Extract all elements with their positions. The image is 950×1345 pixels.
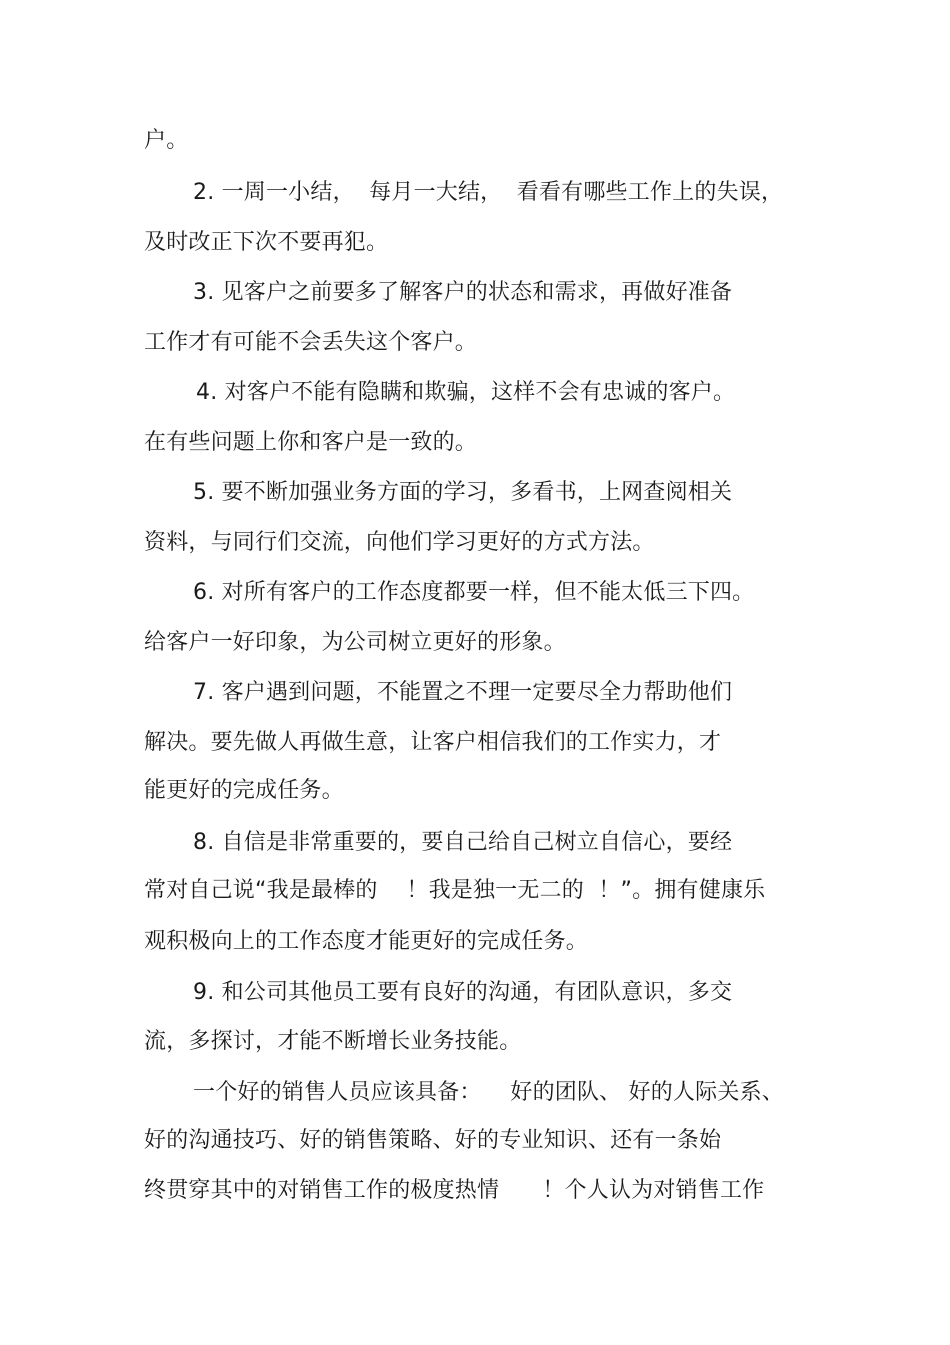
text-line: 工作才有可能不会丢失这个客户。 bbox=[144, 330, 478, 355]
list-item-4-line: 4. 对客户不能有隐瞒和欺骗，这样不会有忠诚的客户。 bbox=[196, 380, 736, 405]
text-line: 资料，与同行们交流，向他们学习更好的方式方法。 bbox=[144, 530, 655, 555]
list-item-9-line: 9. 和公司其他员工要有良好的沟通，有团队意识，多交 bbox=[193, 980, 733, 1005]
paragraph-start-line: 一个好的销售人员应该具备： 好的团队、 好的人际关系、 bbox=[193, 1080, 784, 1105]
text-line: 终贯穿其中的对销售工作的极度热情 ！个人认为对销售工作 bbox=[144, 1178, 765, 1203]
text-line: 户。 bbox=[144, 128, 189, 153]
list-item-3-line: 3. 见客户之前要多了解客户的状态和需求，再做好准备 bbox=[193, 280, 733, 305]
list-item-7-line: 7. 客户遇到问题，不能置之不理一定要尽全力帮助他们 bbox=[193, 680, 733, 705]
list-item-8-line: 8. 自信是非常重要的，要自己给自己树立自信心，要经 bbox=[193, 830, 733, 855]
text-line: 观积极向上的工作态度才能更好的完成任务。 bbox=[144, 929, 589, 954]
text-line: 好的沟通技巧、好的销售策略、好的专业知识、还有一条始 bbox=[144, 1128, 722, 1153]
text-line: 给客户一好印象，为公司树立更好的形象。 bbox=[144, 630, 566, 655]
list-item-2-line: 2. 一周一小结， 每月一大结， 看看有哪些工作上的失误， bbox=[193, 180, 784, 205]
text-line: 解决。要先做人再做生意，让客户相信我们的工作实力，才 bbox=[144, 730, 722, 755]
text-line: 在有些问题上你和客户是一致的。 bbox=[144, 430, 478, 455]
text-line: 能更好的完成任务。 bbox=[144, 778, 344, 803]
list-item-6-line: 6. 对所有客户的工作态度都要一样，但不能太低三下四。 bbox=[193, 580, 755, 605]
text-line: 常对自己说“我是最棒的 ！我是独一无二的 ！”。拥有健康乐 bbox=[144, 878, 766, 903]
text-line: 流，多探讨，才能不断增长业务技能。 bbox=[144, 1029, 522, 1054]
list-item-5-line: 5. 要不断加强业务方面的学习，多看书，上网查阅相关 bbox=[193, 480, 733, 505]
text-line: 及时改正下次不要再犯。 bbox=[144, 230, 389, 255]
